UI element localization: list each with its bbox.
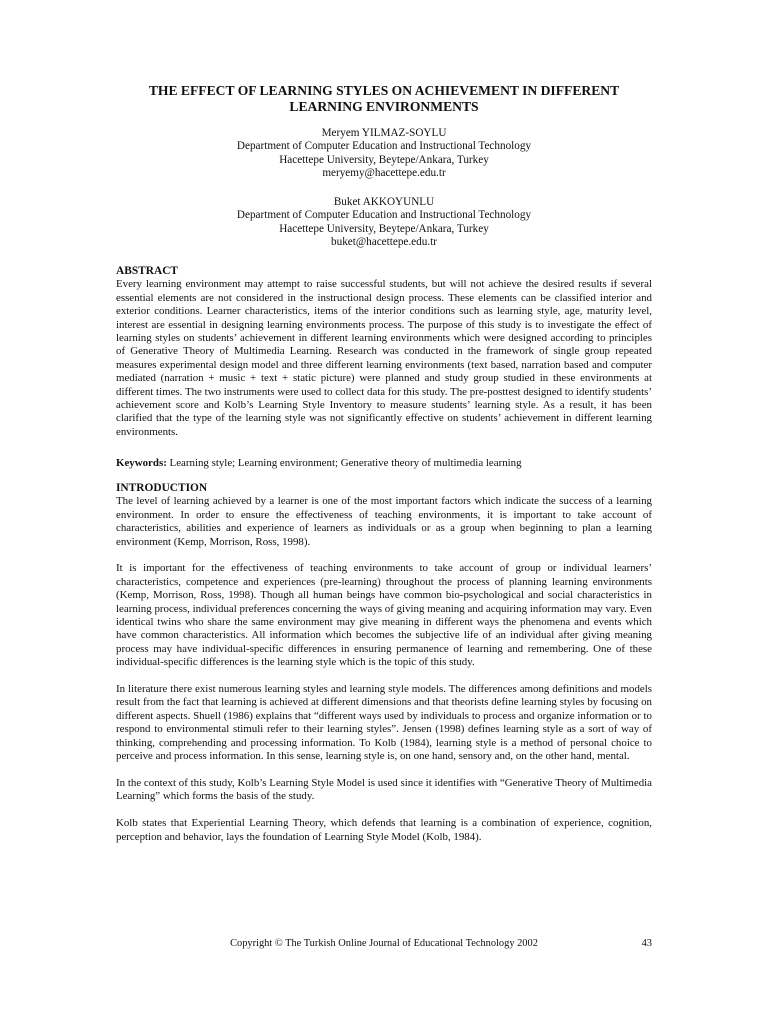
abstract-text: Every learning environment may attempt to raise successful students, but will not achieve the desired results if several essential elements are not considered in the instructional design process. These elements can be classified interior and exterior conditions. Learner characteristics, items of the interior conditions such as learning style, age, maturity level, interest are essential in designing learning environments process. The purpose of this study is to investigate the effect of learning styles on students’ achievement in different learning environments which were designed according to principles of Generative Theory of Multimedia Learning. Research was conducted in the framework of single group repeated measures experimental design model and three different learning environments (text based, narration based and computer mediated (narration + music + text + static picture) were planned and study group studied in these environments at different times. The two instruments were used to collect data for this study. The pre-posttest designed to identify students’ achievement score and Kolb’s Learning Style Inventory to measure students’ learning style. As a result, it has been clarified that the type of the learning style was not significantly effective on students’ achievement in different learning environments. (116, 278, 652, 438)
introduction-paragraph: In literature there exist numerous learning styles and learning style models. The differences among definitions and models result from the fact that learning is achieved at different dimensions and that theorists define learning styles by focusing on different aspects. Shuell (1986) explains that “different ways used by individuals to process and organize information or to respond to environmental stimuli refer to their learning styles”. Jensen (1998) defines learning style as a sort of way of thinking, comprehending and processing information. To Kolb (1984), learning style is a method of personal choice to perceive and process information. In this sense, learning style is, on one hand, sensory and, on the other hand, mental. (116, 683, 652, 763)
author-department: Department of Computer Education and Instructional Technology (236, 140, 532, 153)
author-name: Buket AKKOYUNLU (333, 196, 435, 208)
keywords-section (116, 457, 652, 470)
introduction-section (116, 482, 652, 844)
author-block-1 (150, 127, 618, 181)
abstract-heading: ABSTRACT (116, 265, 179, 277)
page-footer (116, 937, 652, 950)
introduction-heading: INTRODUCTION (116, 482, 208, 494)
title-line-1: THE EFFECT OF LEARNING STYLES ON ACHIEVEMENT IN DIFFERENT (148, 83, 620, 98)
keywords-text: Learning style; Learning environment; Generative theory of multimedia learning (166, 457, 522, 469)
copyright-notice: Copyright © The Turkish Online Journal of Educational Technology 2002 (230, 938, 538, 949)
keywords-line (116, 457, 652, 470)
page-number: 43 (641, 938, 652, 949)
author-department: Department of Computer Education and Instructional Technology (236, 209, 532, 222)
title-line-2: LEARNING ENVIRONMENTS (289, 99, 479, 114)
author-email: buket@hacettepe.edu.tr (331, 236, 437, 249)
keywords-label: Keywords: (116, 457, 167, 469)
author-email: meryemy@hacettepe.edu.tr (322, 167, 446, 180)
introduction-paragraph: Kolb states that Experiential Learning Theory, which defends that learning is a combination of experience, cognition, perception and behavior, lays the foundation of Learning Style Model (Kolb, 1984). (116, 817, 652, 843)
author-institution: Hacettepe University, Beytepe/Ankara, Turkey (279, 153, 489, 166)
introduction-paragraph: In the context of this study, Kolb’s Learning Style Model is used since it identifies with “Generative Theory of Multimedia Learning” which forms the basis of the study. (116, 776, 652, 803)
author-block-2 (150, 196, 618, 250)
author-name: Meryem YILMAZ-SOYLU (321, 127, 447, 139)
introduction-paragraph: It is important for the effectiveness of teaching environments to take account of group or individual learners’ characteristics, competence and experiences (pre-learning) throughout the process of planning learning environments (Kemp, Morrison, Ross, 1998). Though all human beings have common bio-psychological and social characteristics in learning process, individual preferences concerning the ways of giving meaning and acquiring information may vary. Even identical twins who share the same environment may give meaning in different ways the phenomena and events which have common characteristics. All information which becomes the subjective life of an individual after giving meaning process may have individual-specific differences in ensuring permanence of learning and remembering. One of these individual-specific differences is the learning style which is the topic of this study. (116, 562, 652, 669)
introduction-paragraph: The level of learning achieved by a learner is one of the most important factors which indicate the success of a learning environment. In order to ensure the effectiveness of teaching environments, it is important to take account of characteristics, abilities and experience of learners as individuals or as a group when beginning to plan a learning environment (Kemp, Morrison, Ross, 1998). (116, 495, 652, 548)
author-institution: Hacettepe University, Beytepe/Ankara, Turkey (279, 222, 489, 235)
paper-title (100, 83, 668, 115)
abstract-section (116, 265, 652, 439)
